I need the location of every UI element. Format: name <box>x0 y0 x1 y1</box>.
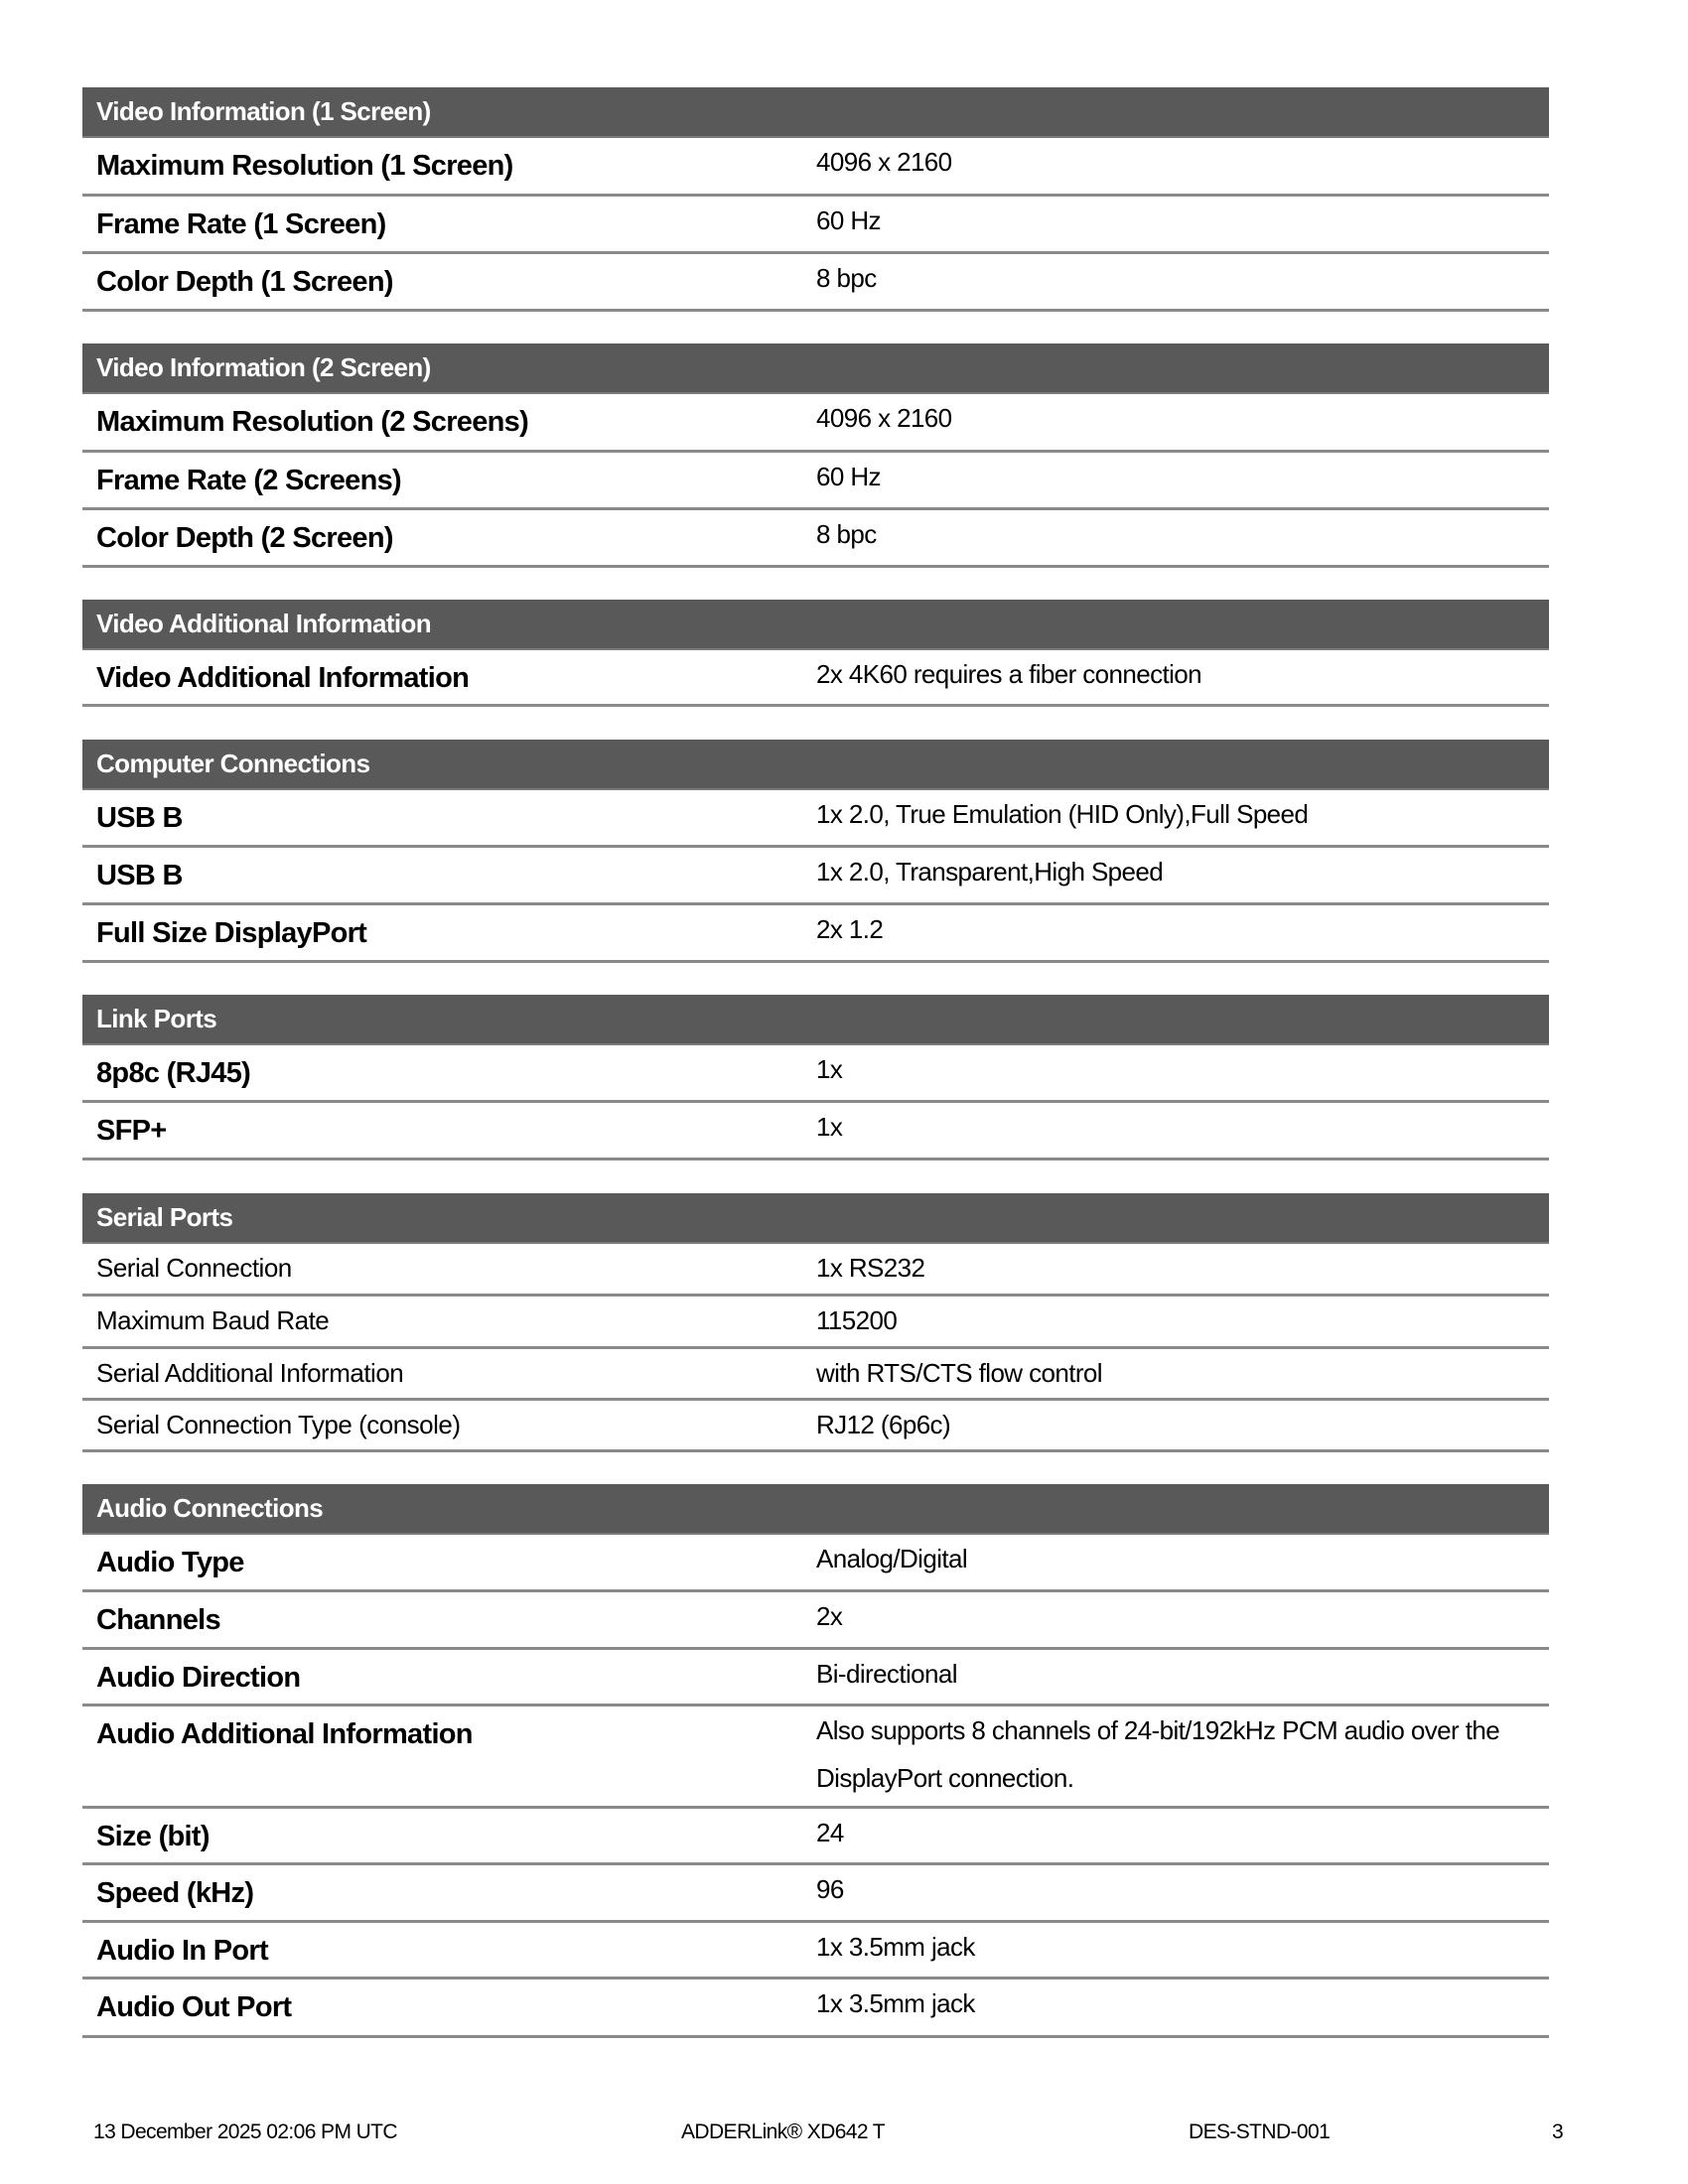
row-label: Serial Connection Type (console) <box>96 1410 461 1439</box>
section-header: Video Information (1 Screen) <box>82 87 1549 138</box>
row-label: Audio Out Port <box>96 1991 292 2023</box>
row-value: 60 Hz <box>816 205 881 235</box>
section-header: Video Information (2 Screen) <box>82 343 1549 394</box>
row-value: Analog/Digital <box>816 1544 968 1573</box>
table-row <box>82 1979 1549 2038</box>
table-row <box>82 510 1549 568</box>
section-header: Link Ports <box>82 995 1549 1045</box>
row-value: with RTS/CTS flow control <box>816 1358 1102 1388</box>
row-label: Color Depth (1 Screen) <box>96 266 393 298</box>
row-label: Color Depth (2 Screen) <box>96 522 393 554</box>
row-label: Channels <box>96 1604 220 1636</box>
row-label: Audio Additional Information <box>96 1718 473 1750</box>
row-value: 2x <box>816 1601 843 1631</box>
row-label: Maximum Resolution (2 Screens) <box>96 406 529 438</box>
table-row <box>82 254 1549 312</box>
section-header: Serial Ports <box>82 1193 1549 1244</box>
row-value: 1x <box>816 1112 843 1142</box>
section-audio-connections <box>82 1484 1549 2038</box>
row-label: Serial Connection <box>96 1253 292 1283</box>
section-link-ports <box>82 995 1549 1160</box>
row-label: Audio In Port <box>96 1935 268 1967</box>
row-label: USB B <box>96 802 183 834</box>
row-label: Audio Direction <box>96 1662 301 1694</box>
row-label: Audio Type <box>96 1547 244 1578</box>
footer-document-id: DES-STND-001 <box>1189 2120 1331 2143</box>
row-value: 8 bpc <box>816 519 877 549</box>
section-header: Audio Connections <box>82 1484 1549 1535</box>
row-label: Speed (kHz) <box>96 1877 254 1909</box>
row-value: 24 <box>816 1818 844 1847</box>
table-row <box>82 1706 1549 1809</box>
row-label: USB B <box>96 860 183 891</box>
row-value: 1x 3.5mm jack <box>816 1932 975 1962</box>
footer-page-number: 3 <box>1552 2120 1564 2143</box>
row-value: 2x 1.2 <box>816 914 884 944</box>
row-value: Bi-directional <box>816 1659 957 1689</box>
table-row <box>82 1103 1549 1160</box>
row-value: 115200 <box>816 1305 898 1335</box>
row-label: Maximum Baud Rate <box>96 1305 330 1335</box>
table-row <box>82 1401 1549 1452</box>
row-value: 1x 2.0, Transparent,High Speed <box>816 857 1164 887</box>
row-label: Size (bit) <box>96 1821 210 1852</box>
row-value: 1x RS232 <box>816 1253 925 1283</box>
row-value: Also supports 8 channels of 24-bit/192kHz PCM audio over the DisplayPort connection. <box>816 1715 1500 1793</box>
section-video-1-screen <box>82 87 1549 312</box>
row-label: Serial Additional Information <box>96 1358 404 1388</box>
table-row <box>82 650 1549 707</box>
row-label: Frame Rate (2 Screens) <box>96 465 401 496</box>
row-value: 1x 3.5mm jack <box>816 1988 975 2018</box>
section-computer-connections <box>82 740 1549 963</box>
row-label: Video Additional Information <box>96 662 470 694</box>
row-value: 1x <box>816 1054 843 1084</box>
section-video-additional-information <box>82 600 1549 707</box>
row-label: Maximum Resolution (1 Screen) <box>96 150 513 182</box>
section-header: Computer Connections <box>82 740 1549 790</box>
footer-product-name: ADDERLink® XD642 T <box>681 2120 886 2143</box>
section-video-2-screen <box>82 343 1549 568</box>
row-value: 1x 2.0, True Emulation (HID Only),Full Speed <box>816 799 1309 829</box>
row-label: Full Size DisplayPort <box>96 917 367 949</box>
row-value: 96 <box>816 1874 844 1904</box>
row-label: Frame Rate (1 Screen) <box>96 208 386 240</box>
row-value: 4096 x 2160 <box>816 147 952 177</box>
table-row <box>82 905 1549 963</box>
row-value: 60 Hz <box>816 462 881 491</box>
section-serial-ports <box>82 1193 1549 1452</box>
row-value: RJ12 (6p6c) <box>816 1410 951 1439</box>
row-value: 2x 4K60 requires a fiber connection <box>816 659 1202 689</box>
row-value: 4096 x 2160 <box>816 403 952 433</box>
row-label: SFP+ <box>96 1115 167 1147</box>
section-header: Video Additional Information <box>82 600 1549 650</box>
footer-timestamp: 13 December 2025 02:06 PM UTC <box>93 2120 397 2143</box>
row-label: 8p8c (RJ45) <box>96 1057 251 1089</box>
row-value: 8 bpc <box>816 263 877 293</box>
